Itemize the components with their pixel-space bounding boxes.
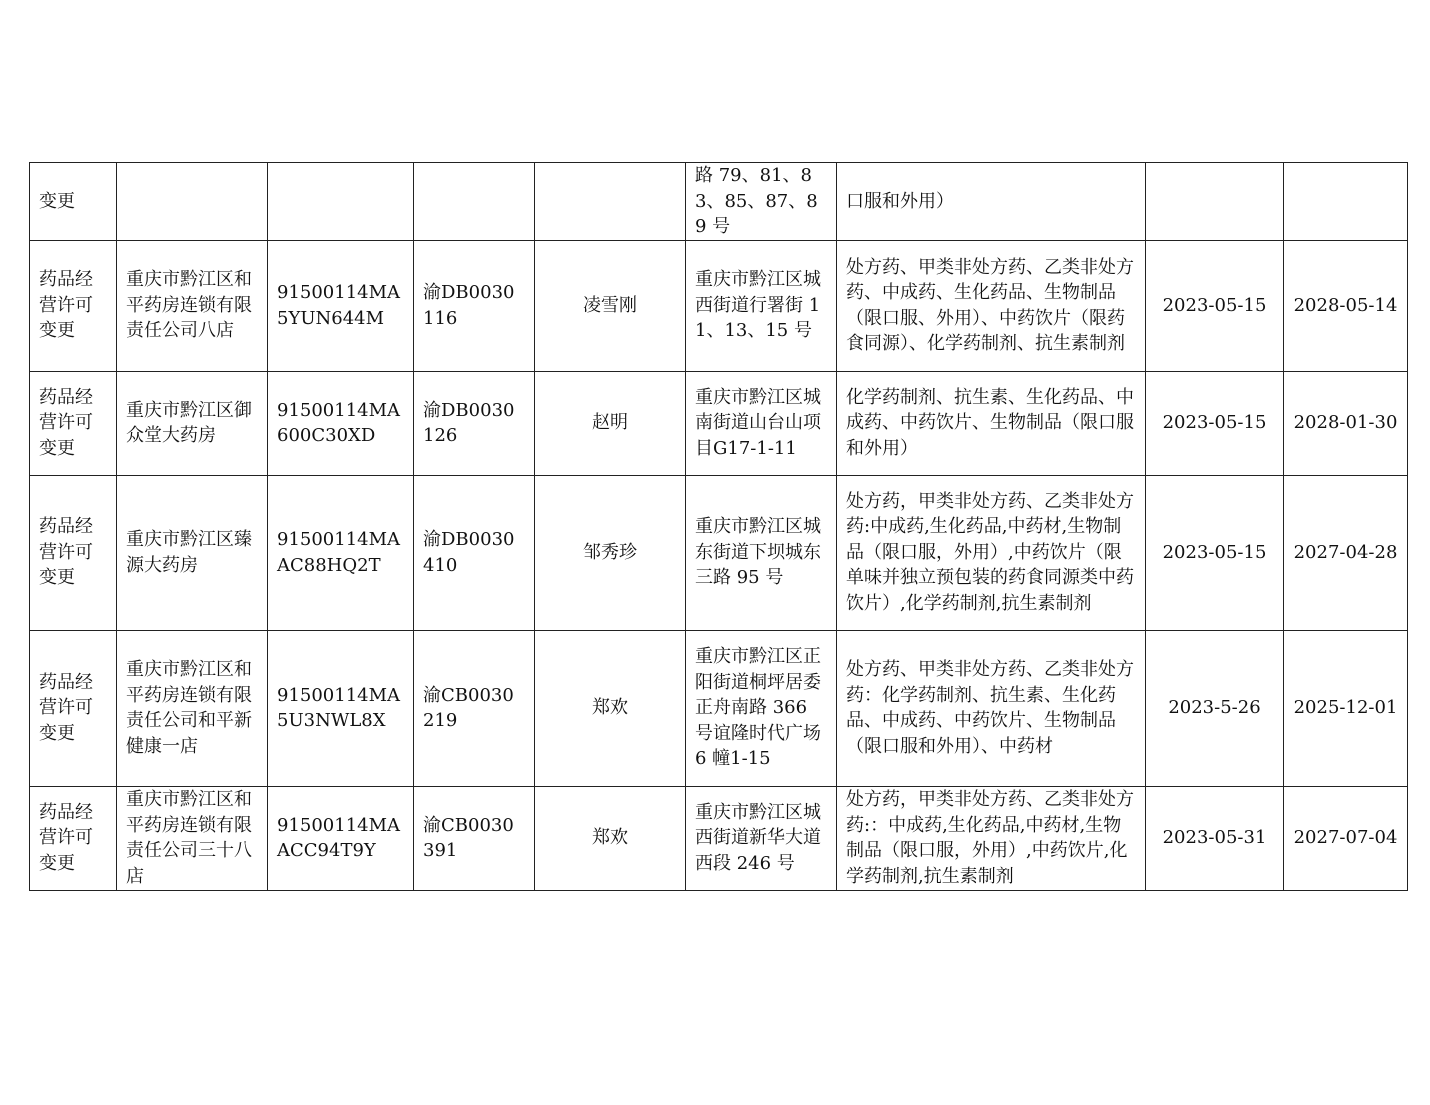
responsible-person-cell: 赵明: [535, 371, 686, 475]
address-cell: 重庆市黔江区城东街道下坝城东三路 95 号: [686, 475, 837, 630]
permit-type-cell: 药品经营许可变更: [30, 240, 117, 371]
company-cell: 重庆市黔江区御众堂大药房: [117, 371, 268, 475]
responsible-person-cell: [535, 163, 686, 241]
expire-date-cell: 2027-04-28: [1284, 475, 1408, 630]
address-cell: 路 79、81、83、85、87、89 号: [686, 163, 837, 241]
responsible-person-cell: 邹秀珍: [535, 475, 686, 630]
table-row: [30, 630, 1408, 786]
permit-table: [29, 162, 1408, 891]
address-cell: 重庆市黔江区城西街道新华大道西段 246 号: [686, 786, 837, 890]
issue-date-cell: [1146, 163, 1284, 241]
permit-type-cell: 药品经营许可变更: [30, 371, 117, 475]
business-scope-cell: 口服和外用）: [837, 163, 1146, 241]
credit-code-cell: [268, 163, 414, 241]
company-cell: 重庆市黔江区和平药房连锁有限责任公司八店: [117, 240, 268, 371]
company-cell: 重庆市黔江区臻源大药房: [117, 475, 268, 630]
address-cell: 重庆市黔江区城南街道山台山项目G17-1-11: [686, 371, 837, 475]
permit-number-cell: 渝DB0030410: [414, 475, 535, 630]
business-scope-cell: 处方药、甲类非处方药、乙类非处方药、中成药、生化药品、生物制品（限口服、外用）、中药饮片（限药食同源）、化学药制剂、抗生素制剂: [837, 240, 1146, 371]
responsible-person-cell: 郑欢: [535, 630, 686, 786]
permit-number-cell: [414, 163, 535, 241]
table-row: [30, 475, 1408, 630]
expire-date-cell: 2028-05-14: [1284, 240, 1408, 371]
expire-date-cell: 2027-07-04: [1284, 786, 1408, 890]
permit-number-cell: 渝CB0030219: [414, 630, 535, 786]
table-row: [30, 786, 1408, 890]
table-row: [30, 163, 1408, 241]
permit-number-cell: 渝DB0030116: [414, 240, 535, 371]
expire-date-cell: 2028-01-30: [1284, 371, 1408, 475]
business-scope-cell: 处方药、甲类非处方药、乙类非处方药：化学药制剂、抗生素、生化药品、中成药、中药饮片、生物制品（限口服和外用）、中药材: [837, 630, 1146, 786]
company-cell: 重庆市黔江区和平药房连锁有限责任公司三十八店: [117, 786, 268, 890]
issue-date-cell: 2023-5-26: [1146, 630, 1284, 786]
permit-type-cell: 变更: [30, 163, 117, 241]
permit-type-cell: 药品经营许可变更: [30, 630, 117, 786]
company-cell: [117, 163, 268, 241]
credit-code-cell: 91500114MA5YUN644M: [268, 240, 414, 371]
business-scope-cell: 化学药制剂、抗生素、生化药品、中成药、中药饮片、生物制品（限口服和外用）: [837, 371, 1146, 475]
credit-code-cell: 91500114MA600C30XD: [268, 371, 414, 475]
permit-type-cell: 药品经营许可变更: [30, 786, 117, 890]
permit-number-cell: 渝DB0030126: [414, 371, 535, 475]
table-row: [30, 240, 1408, 371]
address-cell: 重庆市黔江区城西街道行署街 11、13、15 号: [686, 240, 837, 371]
permit-number-cell: 渝CB0030391: [414, 786, 535, 890]
expire-date-cell: 2025-12-01: [1284, 630, 1408, 786]
business-scope-cell: 处方药，甲类非处方药、乙类非处方药:：中成药,生化药品,中药材,生物制品（限口服，外用）,中药饮片,化学药制剂,抗生素制剂: [837, 786, 1146, 890]
business-scope-cell: 处方药，甲类非处方药、乙类非处方药:中成药,生化药品,中药材,生物制品（限口服，外用）,中药饮片（限单味并独立预包装的药食同源类中药饮片）,化学药制剂,抗生素制剂: [837, 475, 1146, 630]
company-cell: 重庆市黔江区和平药房连锁有限责任公司和平新健康一店: [117, 630, 268, 786]
credit-code-cell: 91500114MAAC88HQ2T: [268, 475, 414, 630]
responsible-person-cell: 凌雪刚: [535, 240, 686, 371]
address-cell: 重庆市黔江区正阳街道桐坪居委正舟南路 366 号谊隆时代广场 6 幢1-15: [686, 630, 837, 786]
issue-date-cell: 2023-05-15: [1146, 371, 1284, 475]
credit-code-cell: 91500114MA5U3NWL8X: [268, 630, 414, 786]
table-row: [30, 371, 1408, 475]
permit-type-cell: 药品经营许可变更: [30, 475, 117, 630]
credit-code-cell: 91500114MAACC94T9Y: [268, 786, 414, 890]
expire-date-cell: [1284, 163, 1408, 241]
issue-date-cell: 2023-05-15: [1146, 240, 1284, 371]
issue-date-cell: 2023-05-15: [1146, 475, 1284, 630]
issue-date-cell: 2023-05-31: [1146, 786, 1284, 890]
responsible-person-cell: 郑欢: [535, 786, 686, 890]
